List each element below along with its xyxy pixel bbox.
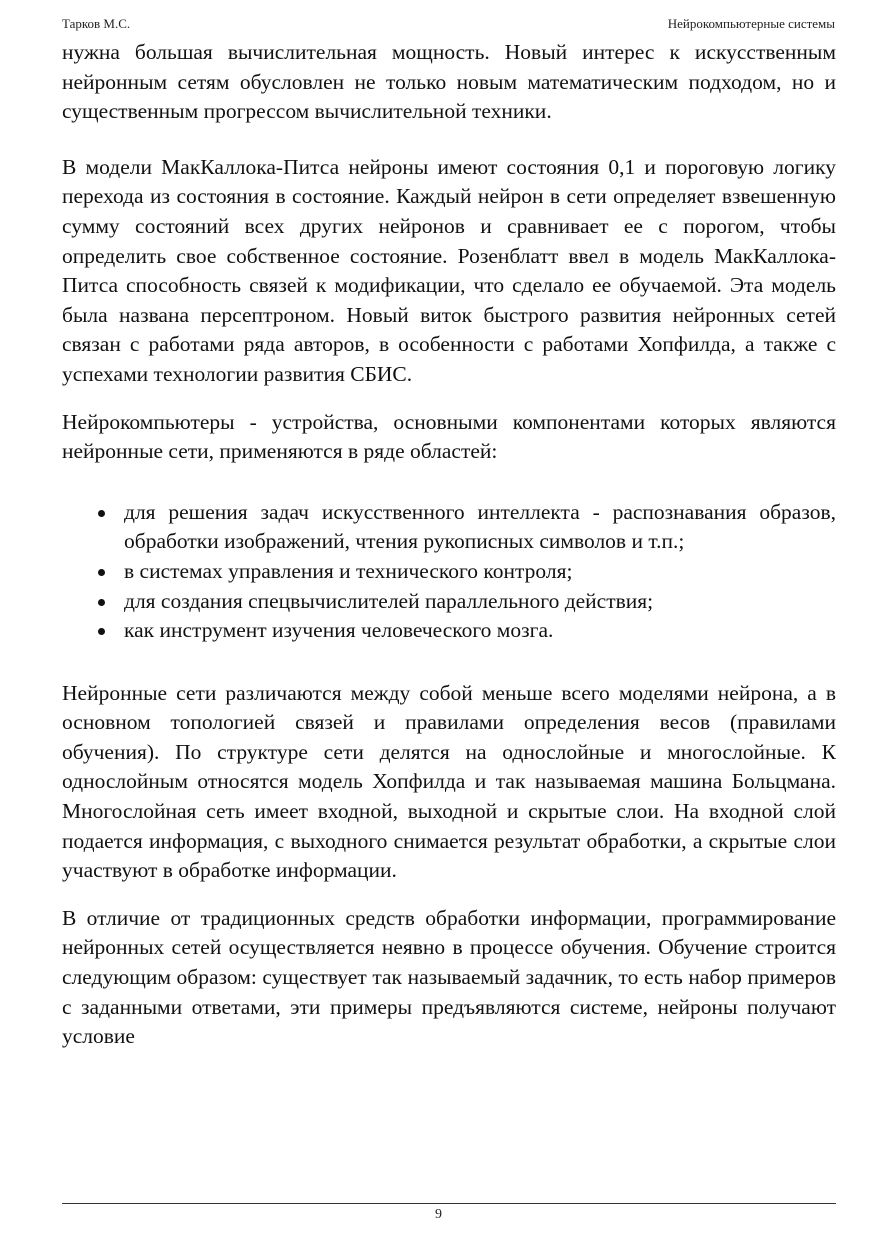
list-item	[62, 557, 836, 587]
list-item-text: для создания спецвычислителей параллельного действия;	[124, 588, 654, 613]
list-item-text: как инструмент изучения человеческого мозга.	[124, 618, 554, 643]
paragraph-2: В модели МакКаллока-Питса нейроны имеют состояния 0,1 и пороговую логику перехода из состояния в состояние. Каждый нейрон в сети определяет взвешенную сумму состояний всех других нейронов и сравнивает ее с порогом, чтобы определить свое собственное состояние. Розенблатт ввел в модель МакКаллока-Питса способность связей к модификации, что сделало ее обучаемой. Эта модель была названа персептроном. Новый виток быстрого развития нейронных сетей связан с работами ряда авторов, в особенности с работами Хопфилда, а также с успехами технологии развития СБИС.	[62, 154, 836, 386]
bullet-icon	[98, 569, 105, 576]
footer-divider	[62, 1203, 836, 1204]
paragraph-5: В отличие от традиционных средств обработки информации, программирование нейронных сетей осуществляется неявно в процессе обучения. Обучение строится следующим образом: существует так называемый задачник, то есть набор примеров с заданными ответами, эти примеры предъявляются системе, нейроны получают условие	[62, 905, 836, 1049]
bullet-icon	[98, 510, 105, 517]
running-header	[62, 16, 835, 34]
list-item-text: в системах управления и технического контроля;	[124, 558, 573, 583]
header-author: Тарков М.С.	[62, 16, 131, 31]
list-item-text: для решения задач искусственного интеллекта - распознавания образов, обработки изображений, чтения рукописных символов и т.п.;	[124, 499, 836, 554]
list-item	[62, 498, 836, 557]
bullet-icon	[98, 599, 105, 606]
application-list	[62, 498, 836, 646]
list-item	[62, 587, 836, 617]
header-title: Нейрокомпьютерные системы	[667, 16, 835, 31]
paragraph-1: нужна большая вычислительная мощность. Новый интерес к искусственным нейронным сетям обусловлен не только новым математическим подходом, но и существенным прогрессом вычислительной техники.	[62, 40, 836, 124]
paragraph-3: Нейрокомпьютеры - устройства, основными компонентами которых являются нейронные сети, применяются в ряде областей:	[62, 409, 836, 464]
body-text	[62, 38, 836, 1052]
list-item	[62, 616, 836, 646]
paragraph-4: Нейронные сети различаются между собой меньше всего моделями нейрона, а в основном топологией связей и правилами определения весов (правилами обучения). По структуре сети делятся на однослойные и многослойные. К однослойным относятся модель Хопфилда и так называемая машина Больцмана. Многослойная сеть имеет входной, выходной и скрытые слои. На входной слой подается информация, с выходного снимается результат обработки, а скрытые слои участвуют в обработке информации.	[62, 680, 836, 883]
bullet-icon	[98, 628, 105, 635]
page-number: 9	[435, 1207, 442, 1222]
